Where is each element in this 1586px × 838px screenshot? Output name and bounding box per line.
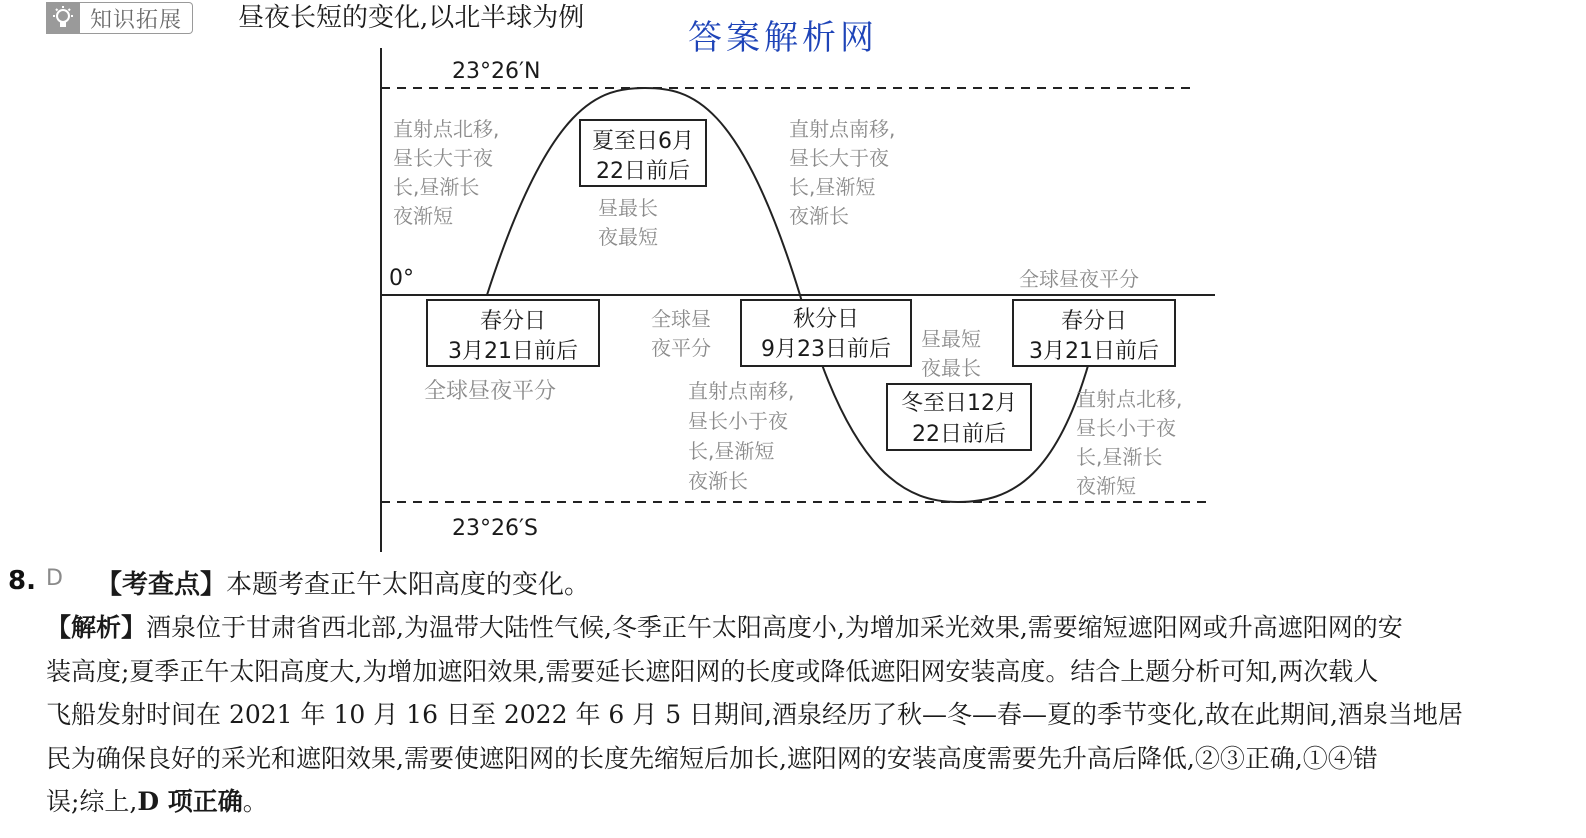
- analysis-line-5: [46, 780, 1556, 824]
- note-line: 夜平分: [651, 336, 711, 360]
- autumn-equinox-line1: 秋分日: [792, 307, 860, 332]
- spring-equinox-2-line1: 春分日: [1060, 309, 1128, 334]
- analysis-last-prefix: 误;综上,: [46, 787, 138, 816]
- spring-equinox-1-line2: 3月21日前后: [448, 339, 578, 364]
- note-line: 长,昼渐长: [393, 175, 480, 199]
- question-answer: D: [46, 566, 63, 591]
- note-south-move-2: [688, 379, 794, 493]
- autumn-equinox-box: [741, 300, 911, 366]
- lat-equator-label: 0°: [389, 266, 414, 291]
- note-line: 长,昼渐短: [789, 175, 876, 199]
- analysis-line-1: [46, 606, 1556, 650]
- note-line: 直射点北移,: [393, 117, 500, 141]
- autumn-equinox-line2: 9月23日前后: [761, 337, 891, 362]
- note-line: 夜渐短: [1076, 474, 1136, 498]
- note-north-move-2: [1076, 387, 1182, 498]
- section-title: 昼夜长短的变化,以北半球为例: [238, 3, 585, 33]
- note-equal-right-top: 全球昼夜平分: [1019, 267, 1139, 291]
- note-line: 长,昼渐短: [688, 439, 775, 463]
- note-line: 全球昼: [651, 307, 711, 331]
- note-line: 昼长大于夜: [789, 146, 889, 170]
- note-line: 直射点北移,: [1076, 387, 1183, 411]
- spring-equinox-2-line2: 3月21日前后: [1029, 339, 1159, 364]
- analysis-text: 酒泉位于甘肃省西北部,为温带大陆性气候,冬季正午太阳高度小,为增加采光效果,需要缩短遮阳网或升高遮阳网的安: [146, 613, 1403, 642]
- analysis-label: 【解析】: [46, 613, 147, 642]
- note-line: 长,昼渐长: [1076, 445, 1163, 469]
- note-equal-autumn: [651, 307, 711, 360]
- note-line: 昼长大于夜: [393, 146, 493, 170]
- analysis-line-3: 飞船发射时间在 2021 年 10 月 16 日至 2022 年 6 月 5 日期间,酒泉经历了秋—冬—春—夏的季节变化,故在此期间,酒泉当地居: [46, 700, 1463, 729]
- analysis-line-4: 民为确保良好的采光和遮阳效果,需要使遮阳网的长度先缩短后加长,遮阳网的安装高度需要先升高后降低,②③正确,①④错: [46, 743, 1378, 773]
- spring-equinox-1-line1: 春分日: [479, 309, 547, 334]
- watermark: 答案解析网: [688, 18, 878, 58]
- note-line: 夜渐长: [688, 469, 748, 493]
- exam-point: [96, 564, 590, 601]
- analysis-conclusion: D 项正确: [137, 787, 243, 816]
- exam-point-label: 【考查点】: [96, 570, 227, 600]
- spring-equinox-box-1: [427, 300, 599, 366]
- badge-label: 知识拓展: [80, 2, 193, 34]
- lat-south-label: 23°26′S: [452, 516, 538, 541]
- note-winter-short: [921, 327, 981, 380]
- note-line: 夜渐短: [393, 204, 453, 228]
- note-line: 直射点南移,: [688, 379, 795, 403]
- question-number: 8.: [8, 566, 36, 596]
- note-north-move-1: [393, 117, 499, 228]
- note-line: 昼最短: [921, 327, 981, 351]
- summer-solstice-line2: 22日前后: [596, 159, 690, 184]
- note-line: 昼最长: [598, 196, 658, 220]
- note-line: 直射点南移,: [789, 117, 896, 141]
- winter-solstice-line2: 22日前后: [912, 422, 1006, 447]
- lat-north-label: 23°26′N: [452, 59, 541, 84]
- note-equal-left: 全球昼夜平分: [424, 379, 557, 404]
- note-line: 昼长小于夜: [1076, 416, 1176, 440]
- exam-point-text: 本题考查正午太阳高度的变化。: [226, 570, 591, 600]
- winter-solstice-line1: 冬至日12月: [901, 391, 1017, 416]
- note-line: 夜渐长: [789, 204, 849, 228]
- analysis-last-suffix: 。: [242, 787, 268, 816]
- winter-solstice-box: [887, 384, 1031, 450]
- note-line: 昼长小于夜: [688, 409, 788, 433]
- note-line: 夜最长: [921, 356, 981, 380]
- summer-solstice-box: [580, 120, 706, 186]
- note-south-move-1: [789, 117, 895, 228]
- summer-solstice-line1: 夏至日6月: [592, 129, 694, 154]
- analysis-line-2: 装高度;夏季正午太阳高度大,为增加遮阳效果,需要延长遮阳网的长度或降低遮阳网安装高度。结合上题分析可知,两次载人: [46, 656, 1379, 686]
- note-summer: [598, 196, 658, 249]
- note-line: 夜最短: [598, 225, 658, 249]
- spring-equinox-box-2: [1013, 300, 1175, 366]
- analysis-paragraph: [46, 606, 1556, 824]
